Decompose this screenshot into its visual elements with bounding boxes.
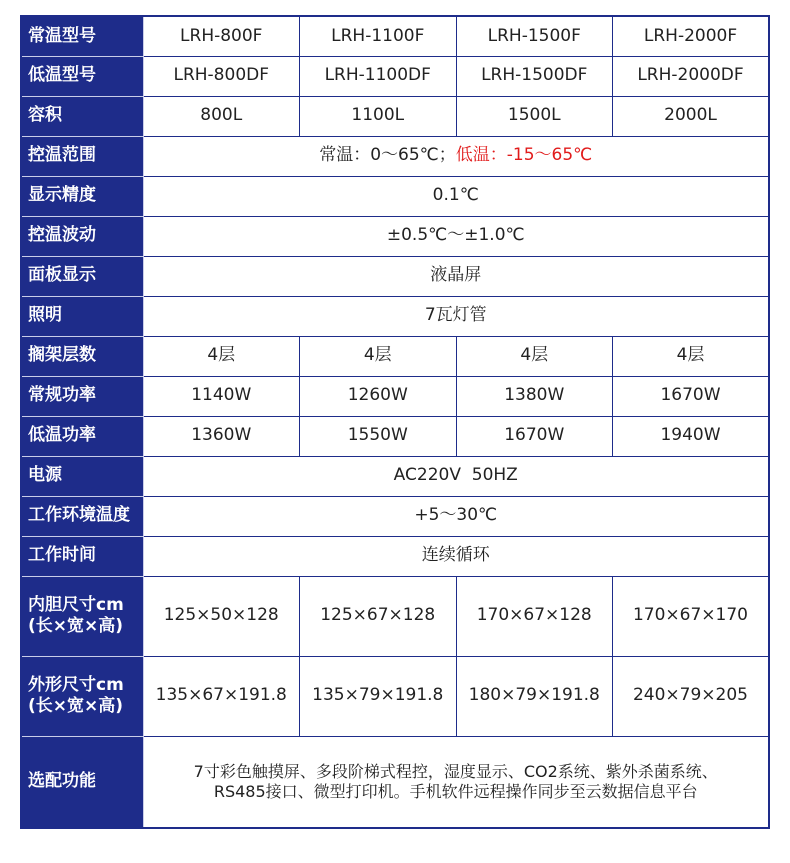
row-label: 常规功率: [21, 376, 143, 416]
row-normal-model: [21, 16, 769, 56]
row-ambient-temp: [21, 496, 769, 536]
cell-value: 800L: [143, 96, 300, 136]
cell-value: 1260W: [300, 376, 457, 416]
cell-value: 1100L: [300, 96, 457, 136]
cell-value: 180×79×191.8: [456, 656, 613, 736]
cell-value: 连续循环: [143, 536, 769, 576]
cell-value: 170×67×170: [613, 576, 770, 656]
row-low-power: [21, 416, 769, 456]
row-volume: [21, 96, 769, 136]
cell-value: AC220V 50HZ: [143, 456, 769, 496]
cell-value: 4层: [613, 336, 770, 376]
label-line: (长×宽×高): [28, 616, 124, 636]
row-label: 低温功率: [21, 416, 143, 456]
row-temp-range: [21, 136, 769, 176]
cell-value: ±0.5℃～±1.0℃: [143, 216, 769, 256]
cell-value: LRH-2000DF: [613, 56, 770, 96]
cell-value: +5～30℃: [143, 496, 769, 536]
cell-value: 1140W: [143, 376, 300, 416]
row-low-model: [21, 56, 769, 96]
temp-range-normal: 常温：0～65℃；: [319, 145, 456, 166]
cell-value: 125×67×128: [300, 576, 457, 656]
cell-value: [143, 136, 769, 176]
row-outer-size: [21, 656, 769, 736]
row-label: 搁架层数: [21, 336, 143, 376]
cell-value: 7瓦灯管: [143, 296, 769, 336]
row-label: 控温范围: [21, 136, 143, 176]
cell-value: 1670W: [613, 376, 770, 416]
row-label: 面板显示: [21, 256, 143, 296]
row-label: [21, 576, 143, 656]
cell-value: 135×67×191.8: [143, 656, 300, 736]
row-lighting: [21, 296, 769, 336]
row-label: 显示精度: [21, 176, 143, 216]
row-inner-size: [21, 576, 769, 656]
row-power-supply: [21, 456, 769, 496]
cell-value: 1940W: [613, 416, 770, 456]
spec-table: [20, 15, 770, 829]
cell-value: 240×79×205: [613, 656, 770, 736]
cell-value: LRH-1100F: [300, 16, 457, 56]
options-cell: [143, 736, 769, 828]
row-normal-power: [21, 376, 769, 416]
row-label: 容积: [21, 96, 143, 136]
row-label: 常温型号: [21, 16, 143, 56]
cell-value: LRH-2000F: [613, 16, 770, 56]
row-panel-display: [21, 256, 769, 296]
cell-value: 125×50×128: [143, 576, 300, 656]
cell-value: 0.1℃: [143, 176, 769, 216]
cell-value: 1550W: [300, 416, 457, 456]
row-label: 电源: [21, 456, 143, 496]
cell-value: 1670W: [456, 416, 613, 456]
options-line: 7寸彩色触摸屏、多段阶梯式程控，湿度显示、CO2系统、紫外杀菌系统、: [193, 761, 718, 781]
cell-value: LRH-1500F: [456, 16, 613, 56]
cell-value: 4层: [143, 336, 300, 376]
row-label: 低温型号: [21, 56, 143, 96]
row-label: [21, 656, 143, 736]
temp-range-low: 低温：-15～65℃: [455, 145, 593, 166]
cell-value: LRH-1500DF: [456, 56, 613, 96]
cell-value: LRH-1100DF: [300, 56, 457, 96]
cell-value: 135×79×191.8: [300, 656, 457, 736]
row-options: [21, 736, 769, 828]
row-label: 控温波动: [21, 216, 143, 256]
cell-value: 1380W: [456, 376, 613, 416]
cell-value: 液晶屏: [143, 256, 769, 296]
row-label: 照明: [21, 296, 143, 336]
options-line: RS485接口、微型打印机。手机软件远程操作同步至云数据信息平台: [213, 781, 698, 801]
cell-value: 1360W: [143, 416, 300, 456]
label-line: (长×宽×高): [28, 696, 124, 716]
row-shelves: [21, 336, 769, 376]
cell-value: 4层: [300, 336, 457, 376]
row-label: 工作时间: [21, 536, 143, 576]
cell-value: 2000L: [613, 96, 770, 136]
row-label: 工作环境温度: [21, 496, 143, 536]
row-temp-fluctuation: [21, 216, 769, 256]
label-line: 外形尺寸cm: [28, 674, 124, 695]
row-work-time: [21, 536, 769, 576]
row-display-precision: [21, 176, 769, 216]
cell-value: 1500L: [456, 96, 613, 136]
cell-value: 4层: [456, 336, 613, 376]
row-label: 选配功能: [21, 736, 143, 828]
cell-value: LRH-800DF: [143, 56, 300, 96]
label-line: 内胆尺寸cm: [28, 594, 124, 615]
cell-value: 170×67×128: [456, 576, 613, 656]
cell-value: LRH-800F: [143, 16, 300, 56]
